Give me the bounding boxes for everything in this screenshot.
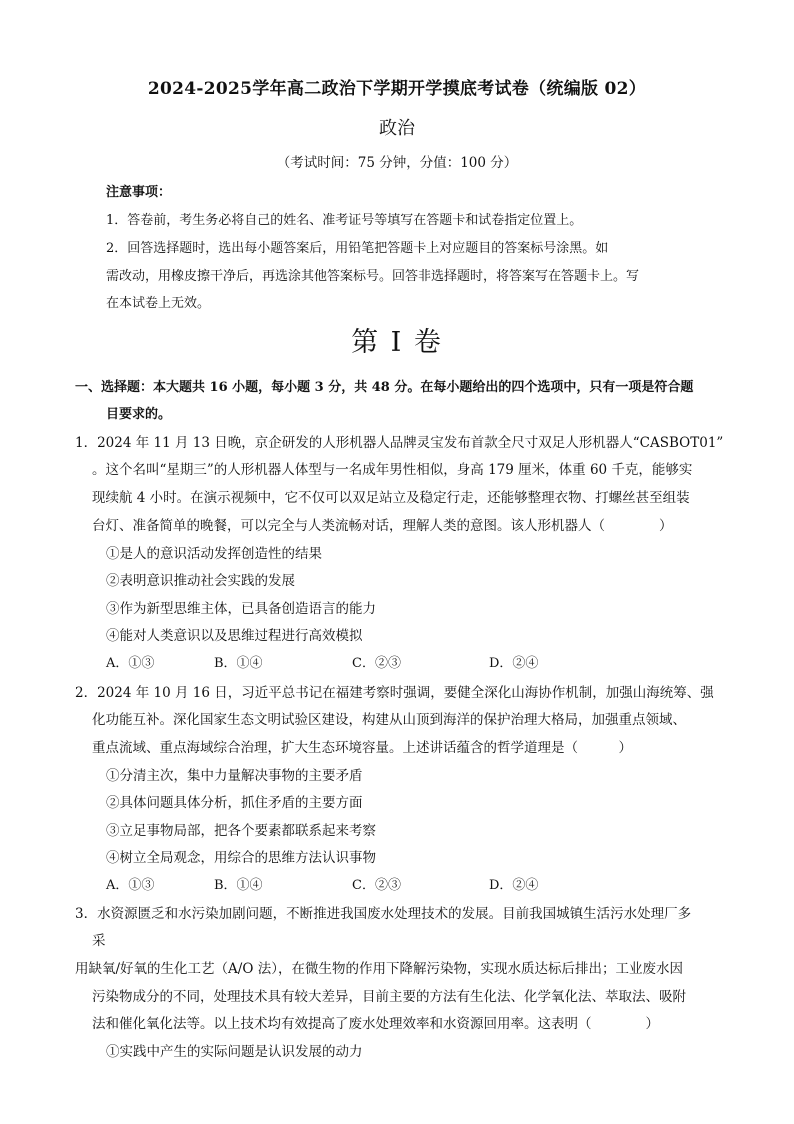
choice-b[interactable]: B．①④ xyxy=(214,656,263,671)
note-line: 需改动，用橡皮擦干净后，再选涂其他答案标号。回答非选择题时，将答案写在答题卡上。写 xyxy=(106,269,640,284)
choice-c[interactable]: C．②③ xyxy=(352,656,401,671)
question-stem-line: 台灯、准备简单的晚餐，可以完全与人类流畅对话，理解人类的意图。该人形机器人（ ） xyxy=(92,518,673,534)
choice-a[interactable]: A．①③ xyxy=(106,656,155,671)
note-line: 2．回答选择题时，选出每小题答案后，用铅笔把答题卡上对应题目的答案标号涂黑。如 xyxy=(106,241,609,256)
question-stem-line: 2．2024 年 10 月 16 日，习近平总书记在福建考察时强调，要健全深化山海协作机制，加强山海统筹、强 xyxy=(75,685,714,701)
question-stem-line: 重点流域、重点海域综合治理，扩大生态环境容量。上述讲话蕴含的哲学道理是（ ） xyxy=(92,740,632,756)
question-stem-line: 用缺氧/好氧的生化工艺（A/O 法），在微生物的作用下降解污染物，实现水质达标后排出；工业废水因 xyxy=(75,961,683,977)
question-stem-line: 采 xyxy=(92,933,106,949)
answer-choices xyxy=(0,874,794,894)
section-heading-cont: 目要求的。 xyxy=(106,407,172,422)
question-stem-line: 污染物成分的不同，处理技术具有较大差异，目前主要的方法有生化法、化学氧化法、萃取法、吸附 xyxy=(92,989,686,1005)
question-stem-line: 1．2024 年 11 月 13 日晚，京企研发的人形机器人品牌灵宝发布首款全尺寸双足人形机器人“CASBOT01” xyxy=(75,435,724,451)
answer-choices xyxy=(0,652,794,672)
question-stem-line: 化功能互补。深化国家生态文明试验区建设，构建从山顶到海洋的保护治理大格局，加强重点领域、 xyxy=(92,712,686,728)
notes-heading: 注意事项： xyxy=(106,185,172,200)
question-stem-line: 现续航 4 小时。在演示视频中，它不仅可以双足站立及稳定行走，还能够整理衣物、打螺丝甚至组装 xyxy=(92,490,690,506)
statement-option: ①是人的意识活动发挥创造性的结果 xyxy=(106,546,322,562)
statement-option: ②具体问题具体分析，抓住矛盾的主要方面 xyxy=(106,795,363,811)
statement-option: ③立足事物局部，把各个要素都联系起来考察 xyxy=(106,823,376,839)
statement-option: ①分清主次，集中力量解决事物的主要矛盾 xyxy=(106,768,363,784)
statement-option: ④能对人类意识以及思维过程进行高效模拟 xyxy=(106,628,363,644)
statement-option: ③作为新型思维主体，已具备创造语言的能力 xyxy=(106,601,376,617)
subject-title: 政治 xyxy=(379,118,415,139)
note-line: 1．答卷前，考生务必将自己的姓名、准考证号等填写在答题卡和试卷指定位置上。 xyxy=(106,213,583,228)
choice-a[interactable]: A．①③ xyxy=(106,878,155,893)
statement-option: ①实践中产生的实际问题是认识发展的动力 xyxy=(106,1044,363,1060)
statement-option: ④树立全局观念，用综合的思维方法认识事物 xyxy=(106,850,376,866)
section-heading: 一、选择题：本大题共 16 小题，每小题 3 分，共 48 分。在每小题给出的四个选项中，只有一项是符合题 xyxy=(75,380,694,395)
choice-d[interactable]: D．②④ xyxy=(489,656,539,671)
part-title: 第 I 卷 xyxy=(351,327,443,358)
choice-d[interactable]: D．②④ xyxy=(489,878,539,893)
question-stem-line: 。这个名叫“星期三”的人形机器人体型与一名成年男性相似，身高 179 厘米，体重 60 千克，能够实 xyxy=(92,462,693,478)
choice-b[interactable]: B．①④ xyxy=(214,878,263,893)
statement-option: ②表明意识推动社会实践的发展 xyxy=(106,573,295,589)
question-stem-line: 法和催化氧化法等。以上技术均有效提高了废水处理效率和水资源回用率。这表明（ ） xyxy=(92,1016,659,1032)
exam-time-info: （考试时间：75 分钟，分值：100 分） xyxy=(276,155,518,171)
question-stem-line: 3．水资源匮乏和水污染加剧问题，不断推进我国废水处理技术的发展。目前我国城镇生活污水处理厂多 xyxy=(75,906,692,922)
exam-title: 2024-2025学年高二政治下学期开学摸底考试卷（统编版 02） xyxy=(147,79,647,99)
choice-c[interactable]: C．②③ xyxy=(352,878,401,893)
note-line: 在本试卷上无效。 xyxy=(106,296,211,311)
